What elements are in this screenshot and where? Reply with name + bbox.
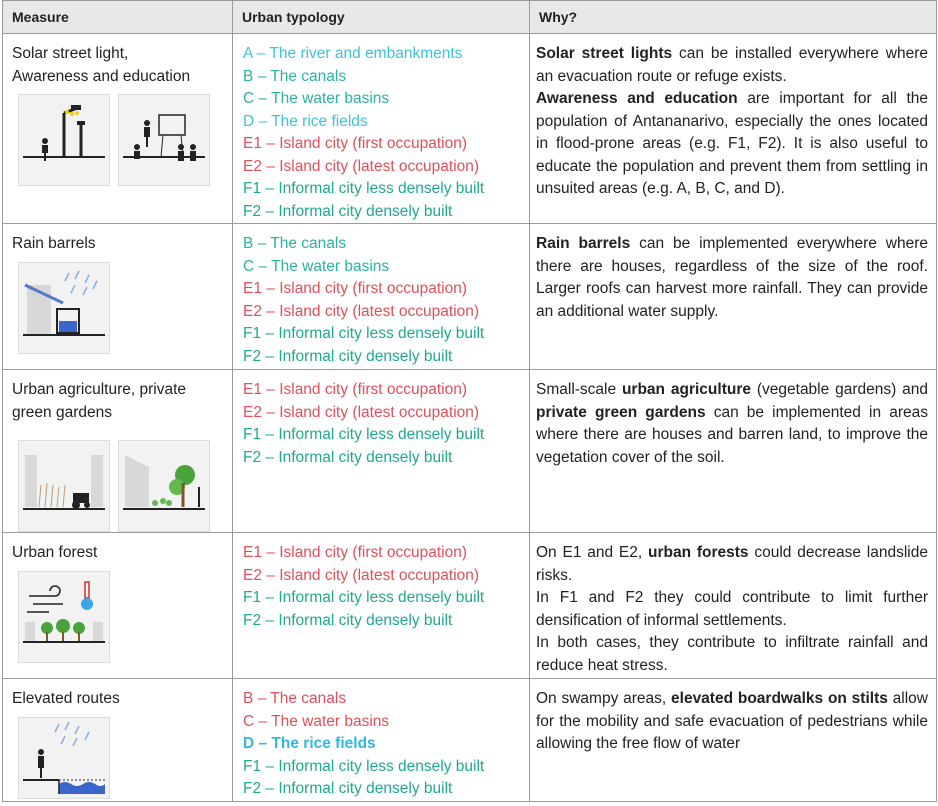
why-paragraph: Solar street lights can be installed everywhere where an evacuation route or refuge exists. [536,45,929,85]
private-green-garden-icon [118,440,210,532]
measure-cell [3,224,233,370]
urban-forest-icon [18,571,110,663]
why-paragraph: On E1 and E2, urban forests could decrease landslide risks. [536,544,928,584]
typology-cell [233,34,530,224]
typology-f1: F1 – Informal city less densely built [243,180,485,197]
table-row [3,679,937,802]
typology-f1: F1 – Informal city less densely built [243,426,485,443]
typology-e2: E2 – Island city (latest occupation) [243,566,480,584]
typology-f2: F2 – Informal city densely built [243,347,453,365]
why-cell [530,34,937,224]
why-cell [530,370,937,533]
typology-a: A – The river and embankments [243,45,463,62]
typology-c: C – The water basins [243,90,390,107]
measure-cell [3,533,233,679]
measure-cell [3,34,233,224]
table-row [3,224,937,370]
header-row [3,1,937,34]
typology-b: B – The canals [243,235,347,252]
why-paragraph: Rain barrels can be implemented everywhere where there are houses, regardless of the size of the roof. Larger roofs can harvest more rainfall. They can provide an additional water supply. [536,235,928,320]
typology-e1: E1 – Island city (first occupation) [243,544,467,561]
header-measure: Measure [3,1,233,34]
elevated-route-icon [18,717,110,799]
measures-table [2,0,937,802]
why-cell [530,533,937,679]
typology-e2: E2 – Island city (latest occupation) [243,403,480,421]
typology-f2: F2 – Informal city densely built [243,780,453,797]
awareness-education-icon [118,94,210,186]
typology-cell [233,224,530,370]
measure-name: Awareness and education [12,67,191,85]
typology-cell [233,679,530,802]
why-cell [530,679,937,802]
urban-agriculture-icon [18,440,110,532]
typology-f1: F1 – Informal city less densely built [243,325,485,342]
why-paragraph: In F1 and F2 they could contribute to limit further densification of informal settlements. [536,589,928,629]
table-row [3,34,937,224]
rain-barrel-icon [18,262,110,354]
typology-e2: E2 – Island city (latest occupation) [243,157,480,175]
typology-f1: F1 – Informal city less densely built [243,589,485,606]
measure-cell [3,679,233,802]
header-urban-typology: Urban typology [233,1,530,34]
measure-name: Elevated routes [12,690,120,707]
typology-b: B – The canals [243,690,347,707]
typology-cell [233,370,530,533]
typology-e1: E1 – Island city (first occupation) [243,280,467,297]
table-row [3,533,937,679]
typology-d: D – The rice fields [243,735,376,752]
why-paragraph: On swampy areas, elevated boardwalks on stilts allow for the mobility and safe evacuation of pedestrians while allowing the free flow of water [536,690,928,752]
table-row [3,370,937,533]
measure-name: Urban forest [12,544,98,561]
typology-e2: E2 – Island city (latest occupation) [243,302,480,320]
why-paragraph: In both cases, they contribute to infiltrate rainfall and reduce heat stress. [536,634,928,674]
measure-name: Solar street light, [12,45,129,62]
typology-d: D – The rice fields [243,112,368,130]
typology-cell [233,533,530,679]
why-cell [530,224,937,370]
solar-street-light-icon [18,94,110,186]
typology-c: C – The water basins [243,712,390,730]
measure-name: Urban agriculture, private [12,381,187,398]
typology-f2: F2 – Informal city densely built [243,611,453,629]
typology-b: B – The canals [243,67,347,85]
why-paragraph: Awareness and education are important for all the population of Antananarivo, especially the ones located in flood-prone areas (e.g. F1, F2). It is also useful to educate the population and prevent them from settling in unsuited areas (e.g. A, B, C, and D). [536,90,928,197]
typology-f1: F1 – Informal city less densely built [243,757,485,775]
measure-cell [3,370,233,533]
measure-name: green gardens [12,403,112,421]
why-paragraph: Small-scale urban agriculture (vegetable gardens) and private green gardens can be implemented in areas where there are houses and barren land, to improve the vegetation cover of the soil. [536,381,928,466]
typology-f2: F2 – Informal city densely built [243,448,453,466]
typology-c: C – The water basins [243,257,390,275]
header-why: Why? [530,1,937,34]
typology-e1: E1 – Island city (first occupation) [243,135,467,152]
typology-f2: F2 – Informal city densely built [243,202,453,220]
measure-name: Rain barrels [12,235,96,252]
typology-e1: E1 – Island city (first occupation) [243,381,467,398]
